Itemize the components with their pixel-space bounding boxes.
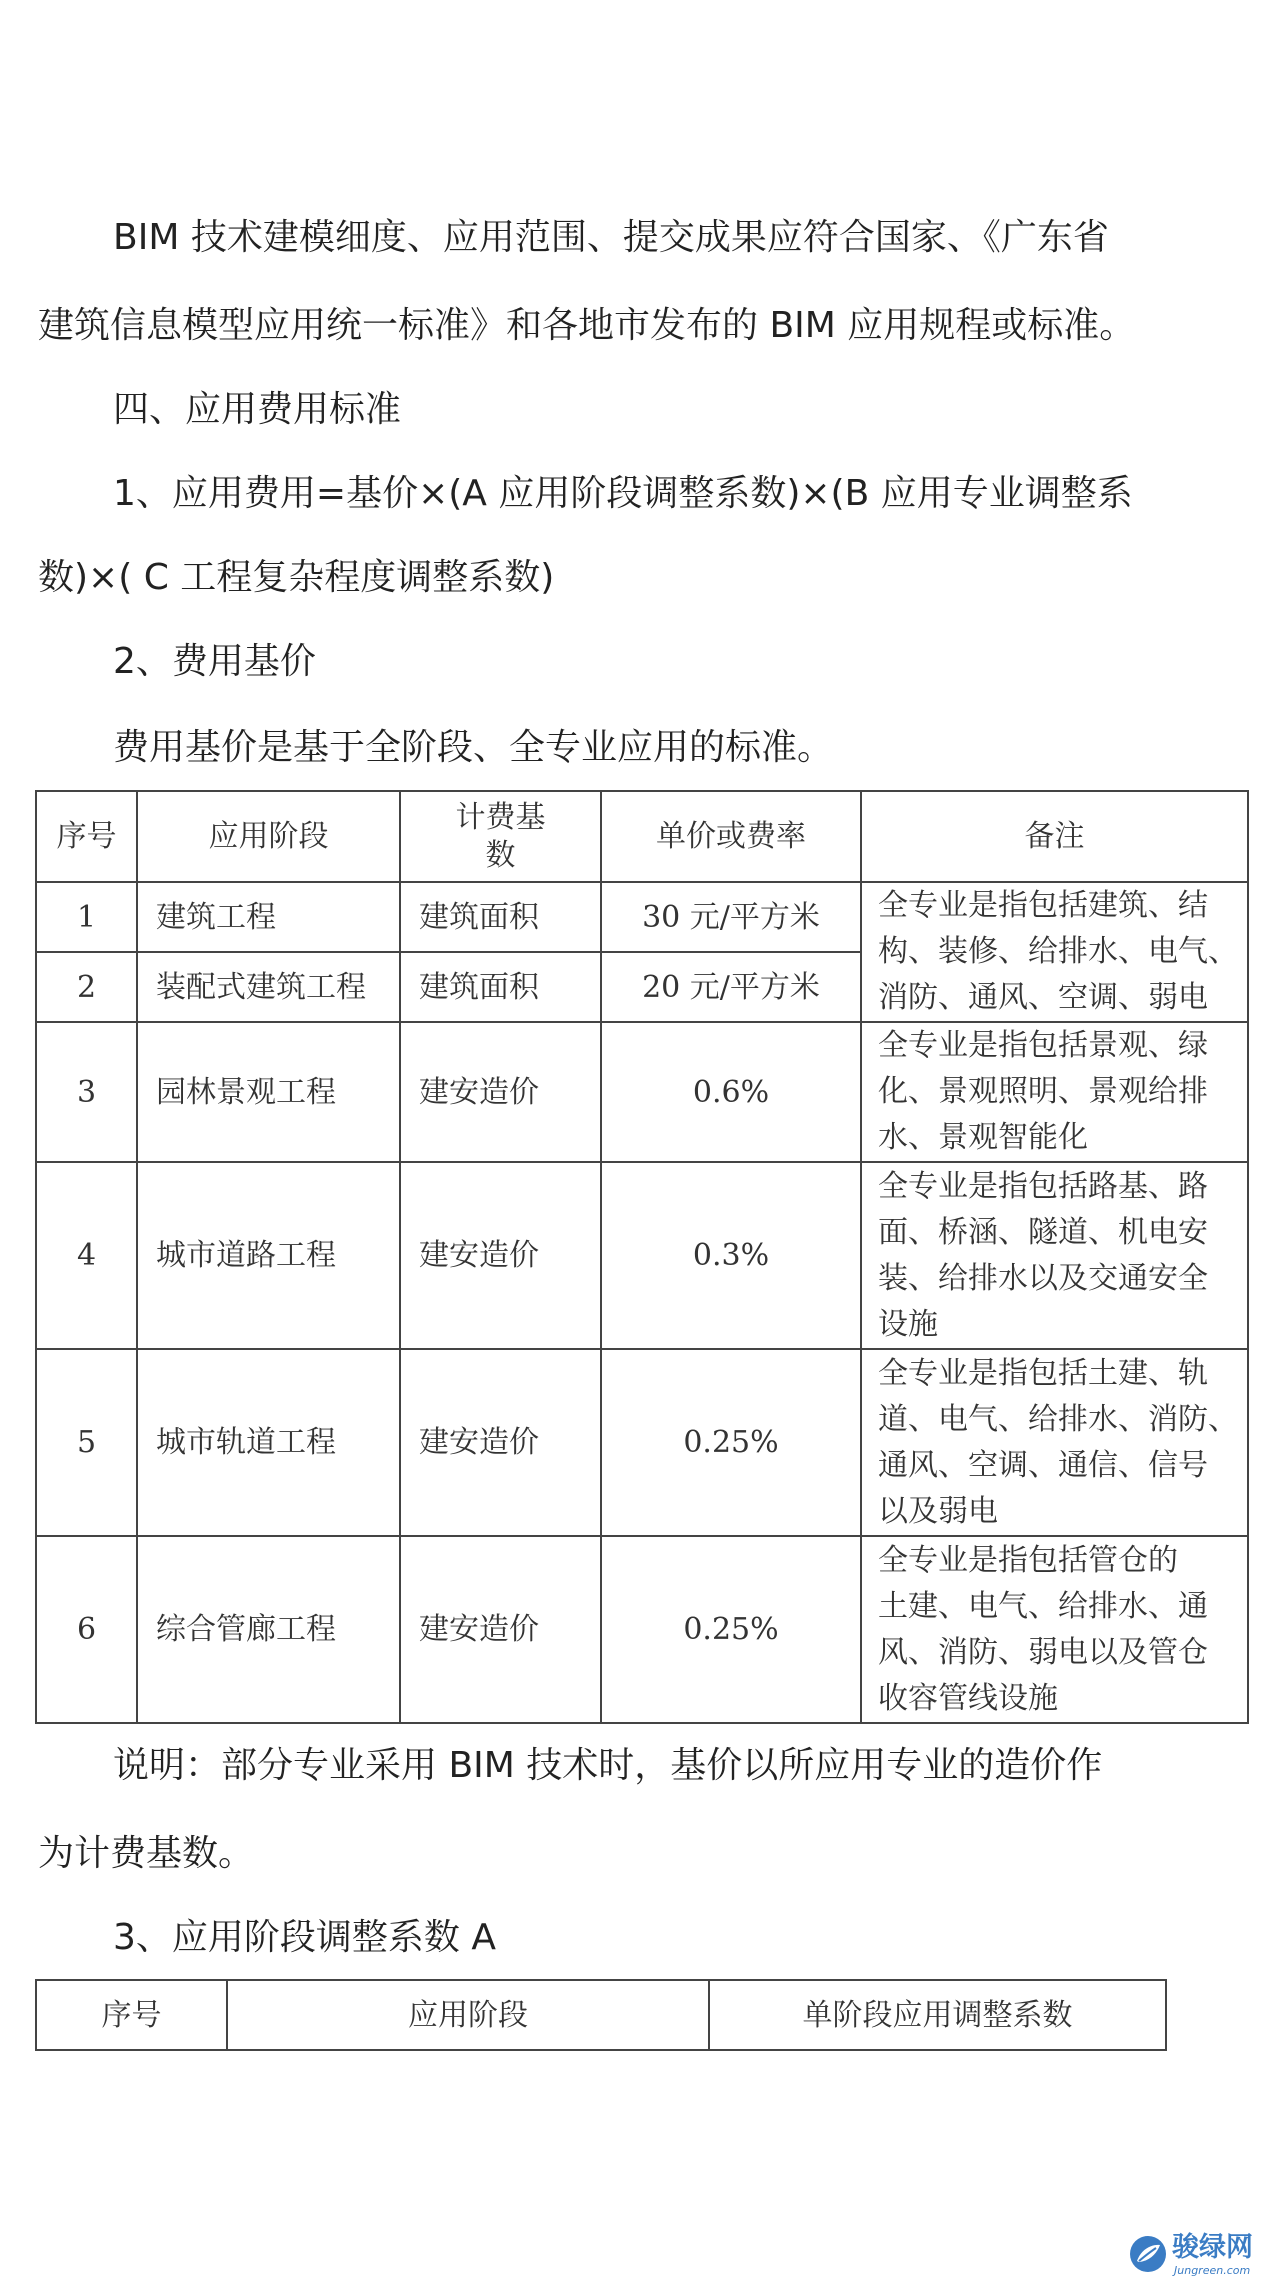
table-row: [36, 1536, 1248, 1723]
row-basis: 建安造价: [400, 1536, 601, 1723]
remark-line: 以及弱电: [878, 1493, 998, 1529]
row-rate: 0.3%: [601, 1162, 861, 1349]
base-price-table: [35, 790, 1249, 1724]
row-basis: 建安造价: [400, 1349, 601, 1536]
row-remark: [861, 1536, 1248, 1723]
header-stage: 应用阶段: [227, 1980, 709, 2050]
row-remark: [861, 1162, 1248, 1349]
row-rate: 0.6%: [601, 1022, 861, 1162]
section-heading-fee-standard: 四、应用费用标准: [113, 389, 402, 430]
row-rate: 0.25%: [601, 1536, 861, 1723]
header-no: 序号: [36, 1980, 227, 2050]
paragraph-bim-standard-line1: BIM 技术建模细度、应用范围、提交成果应符合国家、《广东省: [113, 217, 1109, 258]
remark-line: 构、装修、给排水、电气、: [878, 934, 1238, 969]
remark-line: 全专业是指包括管仓的: [878, 1542, 1178, 1578]
remark-line: 装、给排水以及交通安全: [878, 1260, 1208, 1296]
row-no: 3: [36, 1022, 137, 1162]
row-no: 2: [36, 952, 137, 1022]
leaf-logo-icon: [1128, 2234, 1168, 2274]
header-basis-line1: 计费基: [455, 799, 546, 835]
watermark-name: 骏绿网: [1172, 2232, 1253, 2263]
subheading-base-price: 2、费用基价: [113, 641, 316, 682]
row-remark: [861, 1022, 1248, 1162]
table-row: [36, 1162, 1248, 1349]
row-rate: 0.25%: [601, 1349, 861, 1536]
table-header-row: [36, 791, 1248, 882]
remark-line: 土建、电气、给排水、通: [878, 1588, 1208, 1624]
note-line1: 说明：部分专业采用 BIM 技术时，基价以所应用专业的造价作: [113, 1745, 1103, 1786]
row-stage: 城市道路工程: [137, 1162, 400, 1349]
row-no: 5: [36, 1349, 137, 1536]
header-basis-line2: 数: [485, 837, 516, 873]
header-rate: 单价或费率: [601, 791, 861, 882]
remark-line: 全专业是指包括路基、路: [878, 1168, 1208, 1204]
row-stage: 建筑工程: [137, 882, 400, 952]
row-stage: 园林景观工程: [137, 1022, 400, 1162]
watermark-logo: [1128, 2228, 1268, 2284]
remark-line: 道、电气、给排水、消防、: [878, 1401, 1238, 1437]
formula-line2: 数)×( C 工程复杂程度调整系数): [38, 557, 555, 598]
row-basis: 建安造价: [400, 1162, 601, 1349]
table-row: [36, 1349, 1248, 1536]
row-no: 6: [36, 1536, 137, 1723]
formula-line1: 1、应用费用=基价×(A 应用阶段调整系数)×(B 应用专业调整系: [113, 473, 1133, 514]
row-no: 1: [36, 882, 137, 952]
subheading-stage-coefficient: 3、应用阶段调整系数 A: [113, 1917, 496, 1958]
row-basis: 建筑面积: [400, 882, 601, 952]
remark-line: 全专业是指包括建筑、结: [878, 888, 1208, 923]
base-price-description: 费用基价是基于全阶段、全专业应用的标准。: [113, 727, 834, 768]
row-stage: 城市轨道工程: [137, 1349, 400, 1536]
row-stage: 装配式建筑工程: [137, 952, 400, 1022]
note-line2: 为计费基数。: [38, 1833, 255, 1874]
table-row: [36, 1022, 1248, 1162]
remark-line: 全专业是指包括土建、轨: [878, 1355, 1208, 1391]
stage-coefficient-table: [35, 1979, 1167, 2051]
table-header-row: [36, 1980, 1166, 2050]
header-basis: [400, 791, 601, 882]
row-basis: 建安造价: [400, 1022, 601, 1162]
remark-line: 水、景观智能化: [878, 1120, 1088, 1155]
header-no: 序号: [36, 791, 137, 882]
row-rate: 20 元/平方米: [601, 952, 861, 1022]
watermark-url: Jungreen.com: [1174, 2264, 1251, 2277]
row-remark: [861, 882, 1248, 1022]
remark-line: 风、消防、弱电以及管仓: [878, 1634, 1208, 1670]
row-basis: 建筑面积: [400, 952, 601, 1022]
remark-line: 收容管线设施: [878, 1680, 1058, 1716]
remark-line: 全专业是指包括景观、绿: [878, 1028, 1208, 1063]
paragraph-bim-standard-line2: 建筑信息模型应用统一标准》和各地市发布的 BIM 应用规程或标准。: [38, 305, 1136, 346]
table-row: [36, 882, 1248, 952]
remark-line: 面、桥涵、隧道、机电安: [878, 1214, 1208, 1250]
row-no: 4: [36, 1162, 137, 1349]
remark-line: 消防、通风、空调、弱电: [878, 980, 1208, 1015]
remark-line: 通风、空调、通信、信号: [878, 1447, 1208, 1483]
row-rate: 30 元/平方米: [601, 882, 861, 952]
header-coefficient: 单阶段应用调整系数: [709, 1980, 1166, 2050]
remark-line: 化、景观照明、景观给排: [878, 1074, 1208, 1109]
header-stage: 应用阶段: [137, 791, 400, 882]
header-remark: 备注: [861, 791, 1248, 882]
row-stage: 综合管廊工程: [137, 1536, 400, 1723]
row-remark: [861, 1349, 1248, 1536]
remark-line: 设施: [878, 1306, 938, 1342]
